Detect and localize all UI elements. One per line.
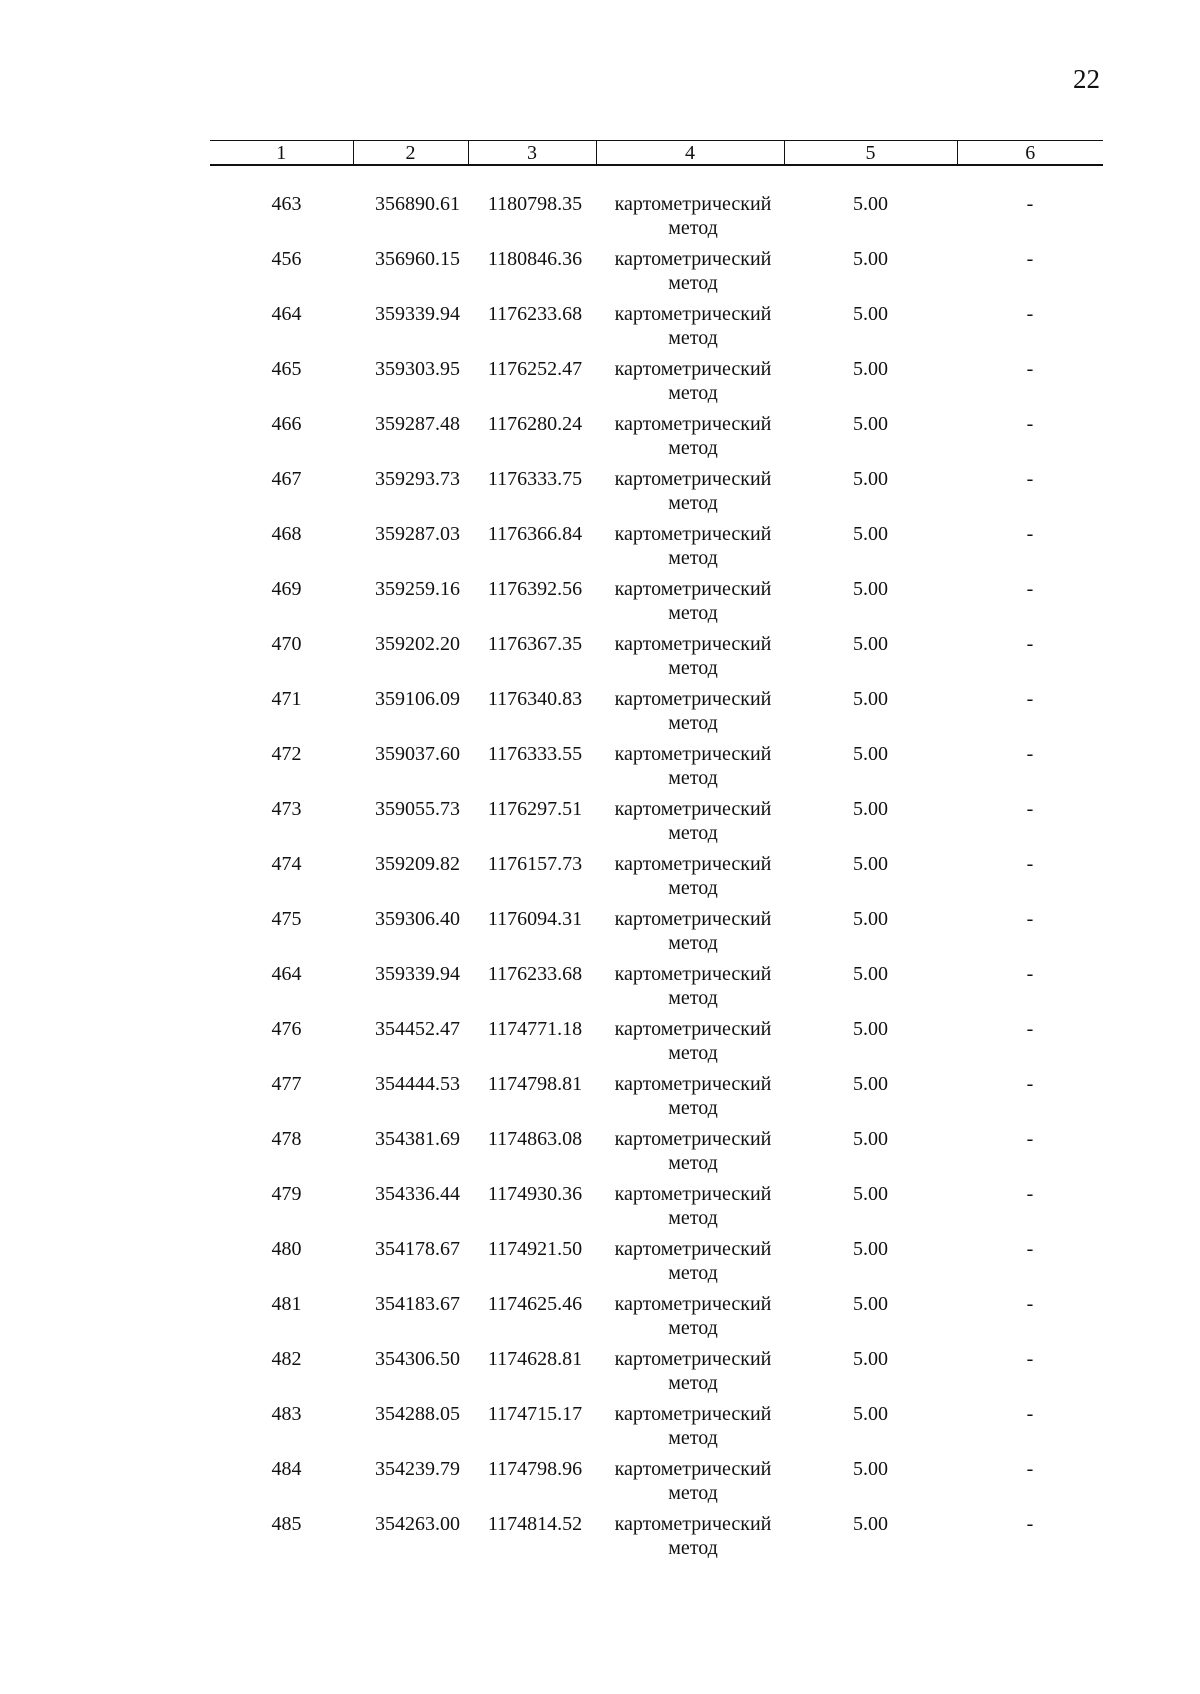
method-cell — [596, 1072, 784, 1127]
y-coordinate: 1180846.36 — [487, 248, 583, 270]
method-cell — [596, 632, 784, 687]
accuracy-value: 5.00 — [853, 303, 888, 325]
y-coordinate: 1174798.96 — [487, 1458, 583, 1480]
method-cell — [596, 797, 784, 852]
accuracy-value: 5.00 — [853, 413, 888, 435]
point-number: 476 — [271, 1018, 302, 1040]
x-coordinate: 359339.94 — [375, 963, 460, 985]
note-value: - — [1026, 688, 1034, 710]
table-row — [210, 1072, 1103, 1127]
accuracy-value: 5.00 — [853, 1018, 888, 1040]
method-line-1: картометрический — [614, 523, 772, 545]
method-line-2: метод — [668, 382, 718, 404]
column-header-2: 2 — [353, 141, 468, 166]
table-row — [210, 907, 1103, 962]
note-value: - — [1026, 1183, 1034, 1205]
point-number: 475 — [271, 908, 302, 930]
method-cell — [596, 742, 784, 797]
method-cell — [596, 1347, 784, 1402]
method-cell — [596, 1017, 784, 1072]
x-coordinate: 354306.50 — [375, 1348, 460, 1370]
method-line-1: картометрический — [614, 853, 772, 875]
point-number: 473 — [271, 798, 302, 820]
table-body — [210, 165, 1103, 1567]
y-coordinate: 1176233.68 — [487, 963, 583, 985]
method-line-1: картометрический — [614, 1403, 772, 1425]
table-row — [210, 192, 1103, 247]
x-coordinate: 354444.53 — [375, 1073, 460, 1095]
table-row — [210, 1237, 1103, 1292]
accuracy-value: 5.00 — [853, 798, 888, 820]
method-line-2: метод — [668, 547, 718, 569]
y-coordinate: 1176157.73 — [487, 853, 583, 875]
y-coordinate: 1174771.18 — [487, 1018, 583, 1040]
method-line-2: метод — [668, 1372, 718, 1394]
point-number: 466 — [271, 413, 302, 435]
accuracy-value: 5.00 — [853, 1403, 888, 1425]
method-line-2: метод — [668, 1537, 718, 1559]
method-line-1: картометрический — [614, 1128, 772, 1150]
accuracy-value: 5.00 — [853, 1238, 888, 1260]
method-cell — [596, 852, 784, 907]
method-cell — [596, 412, 784, 467]
accuracy-value: 5.00 — [853, 853, 888, 875]
method-line-1: картометрический — [614, 578, 772, 600]
y-coordinate: 1176280.24 — [487, 413, 583, 435]
note-value: - — [1026, 963, 1034, 985]
method-line-2: метод — [668, 1152, 718, 1174]
note-value: - — [1026, 413, 1034, 435]
accuracy-value: 5.00 — [853, 468, 888, 490]
x-coordinate: 359339.94 — [375, 303, 460, 325]
x-coordinate: 354288.05 — [375, 1403, 460, 1425]
method-line-1: картометрический — [614, 413, 772, 435]
note-value: - — [1026, 578, 1034, 600]
x-coordinate: 359287.48 — [375, 413, 460, 435]
accuracy-value: 5.00 — [853, 193, 888, 215]
x-coordinate: 354452.47 — [375, 1018, 460, 1040]
method-line-2: метод — [668, 822, 718, 844]
method-line-2: метод — [668, 657, 718, 679]
x-coordinate: 356960.15 — [375, 248, 460, 270]
method-line-1: картометрический — [614, 193, 772, 215]
y-coordinate: 1176367.35 — [487, 633, 583, 655]
header-row — [210, 141, 1103, 166]
y-coordinate: 1174814.52 — [487, 1513, 583, 1535]
accuracy-value: 5.00 — [853, 1348, 888, 1370]
accuracy-value: 5.00 — [853, 578, 888, 600]
method-cell — [596, 302, 784, 357]
method-line-2: метод — [668, 1097, 718, 1119]
x-coordinate: 354381.69 — [375, 1128, 460, 1150]
method-line-1: картометрический — [614, 358, 772, 380]
y-coordinate: 1176297.51 — [487, 798, 583, 820]
x-coordinate: 359303.95 — [375, 358, 460, 380]
x-coordinate: 356890.61 — [375, 193, 460, 215]
column-header-3: 3 — [468, 141, 596, 166]
accuracy-value: 5.00 — [853, 1128, 888, 1150]
table-row — [210, 1182, 1103, 1237]
method-line-1: картометрический — [614, 468, 772, 490]
accuracy-value: 5.00 — [853, 1183, 888, 1205]
page-number: 22 — [1073, 64, 1100, 94]
x-coordinate: 359259.16 — [375, 578, 460, 600]
method-line-1: картометрический — [614, 798, 772, 820]
table-header — [210, 141, 1103, 166]
point-number: 467 — [271, 468, 302, 490]
y-coordinate: 1174628.81 — [487, 1348, 583, 1370]
table-row — [210, 467, 1103, 522]
method-line-2: метод — [668, 327, 718, 349]
note-value: - — [1026, 1238, 1034, 1260]
accuracy-value: 5.00 — [853, 743, 888, 765]
method-line-2: метод — [668, 1042, 718, 1064]
x-coordinate: 359106.09 — [375, 688, 460, 710]
table-row — [210, 962, 1103, 1017]
method-line-1: картометрический — [614, 303, 772, 325]
x-coordinate: 354178.67 — [375, 1238, 460, 1260]
table-row — [210, 577, 1103, 632]
x-coordinate: 354183.67 — [375, 1293, 460, 1315]
method-line-1: картометрический — [614, 1348, 772, 1370]
point-number: 456 — [271, 248, 302, 270]
note-value: - — [1026, 303, 1034, 325]
accuracy-value: 5.00 — [853, 358, 888, 380]
column-header-5: 5 — [784, 141, 957, 166]
table-row — [210, 852, 1103, 907]
note-value: - — [1026, 798, 1034, 820]
method-line-1: картометрический — [614, 908, 772, 930]
method-line-2: метод — [668, 932, 718, 954]
method-line-1: картометрический — [614, 633, 772, 655]
method-cell — [596, 687, 784, 742]
table-row — [210, 1347, 1103, 1402]
accuracy-value: 5.00 — [853, 963, 888, 985]
point-number: 464 — [271, 963, 302, 985]
note-value: - — [1026, 908, 1034, 930]
accuracy-value: 5.00 — [853, 523, 888, 545]
column-header-1: 1 — [210, 141, 353, 166]
method-cell — [596, 467, 784, 522]
note-value: - — [1026, 1458, 1034, 1480]
table-row — [210, 522, 1103, 577]
coordinates-table — [210, 140, 1103, 1567]
note-value: - — [1026, 468, 1034, 490]
method-line-2: метод — [668, 1427, 718, 1449]
method-line-2: метод — [668, 987, 718, 1009]
table-row — [210, 302, 1103, 357]
note-value: - — [1026, 743, 1034, 765]
method-cell — [596, 577, 784, 632]
point-number: 468 — [271, 523, 302, 545]
x-coordinate: 354336.44 — [375, 1183, 460, 1205]
note-value: - — [1026, 633, 1034, 655]
y-coordinate: 1176333.55 — [487, 743, 583, 765]
method-cell — [596, 1127, 784, 1182]
method-cell — [596, 962, 784, 1017]
method-line-2: метод — [668, 217, 718, 239]
table-row — [210, 1127, 1103, 1182]
point-number: 474 — [271, 853, 302, 875]
method-cell — [596, 357, 784, 412]
accuracy-value: 5.00 — [853, 688, 888, 710]
method-cell — [596, 1292, 784, 1347]
table-row — [210, 1017, 1103, 1072]
accuracy-value: 5.00 — [853, 1513, 888, 1535]
accuracy-value: 5.00 — [853, 1073, 888, 1095]
method-cell — [596, 1182, 784, 1237]
table-row — [210, 1457, 1103, 1512]
method-line-1: картометрический — [614, 248, 772, 270]
note-value: - — [1026, 1403, 1034, 1425]
point-number: 484 — [271, 1458, 302, 1480]
method-line-1: картометрический — [614, 1238, 772, 1260]
accuracy-value: 5.00 — [853, 1293, 888, 1315]
accuracy-value: 5.00 — [853, 908, 888, 930]
method-cell — [596, 1237, 784, 1292]
x-coordinate: 359287.03 — [375, 523, 460, 545]
x-coordinate: 359306.40 — [375, 908, 460, 930]
note-value: - — [1026, 1293, 1034, 1315]
method-cell — [596, 1402, 784, 1457]
y-coordinate: 1180798.35 — [487, 193, 583, 215]
y-coordinate: 1176094.31 — [487, 908, 583, 930]
method-line-1: картометрический — [614, 743, 772, 765]
method-line-1: картометрический — [614, 1183, 772, 1205]
note-value: - — [1026, 1128, 1034, 1150]
point-number: 472 — [271, 743, 302, 765]
note-value: - — [1026, 853, 1034, 875]
method-line-2: метод — [668, 767, 718, 789]
method-cell — [596, 247, 784, 302]
note-value: - — [1026, 1513, 1034, 1535]
x-coordinate: 359209.82 — [375, 853, 460, 875]
method-line-1: картометрический — [614, 1018, 772, 1040]
method-line-2: метод — [668, 1317, 718, 1339]
note-value: - — [1026, 1348, 1034, 1370]
x-coordinate: 359055.73 — [375, 798, 460, 820]
accuracy-value: 5.00 — [853, 248, 888, 270]
method-line-1: картометрический — [614, 963, 772, 985]
method-line-1: картометрический — [614, 1293, 772, 1315]
method-line-2: метод — [668, 877, 718, 899]
y-coordinate: 1174798.81 — [487, 1073, 583, 1095]
note-value: - — [1026, 1018, 1034, 1040]
table-row — [210, 632, 1103, 687]
accuracy-value: 5.00 — [853, 633, 888, 655]
x-coordinate: 359293.73 — [375, 468, 460, 490]
method-cell — [596, 522, 784, 577]
method-cell — [596, 192, 784, 247]
x-coordinate: 359037.60 — [375, 743, 460, 765]
header-spacer — [210, 165, 1103, 192]
table-row — [210, 412, 1103, 467]
table-row — [210, 1512, 1103, 1567]
method-cell — [596, 1512, 784, 1567]
x-coordinate: 359202.20 — [375, 633, 460, 655]
point-number: 471 — [271, 688, 302, 710]
y-coordinate: 1176366.84 — [487, 523, 583, 545]
y-coordinate: 1174863.08 — [487, 1128, 583, 1150]
method-line-2: метод — [668, 712, 718, 734]
column-header-6: 6 — [957, 141, 1103, 166]
accuracy-value: 5.00 — [853, 1458, 888, 1480]
table-row — [210, 687, 1103, 742]
note-value: - — [1026, 248, 1034, 270]
method-line-1: картометрический — [614, 688, 772, 710]
y-coordinate: 1176392.56 — [487, 578, 583, 600]
point-number: 465 — [271, 358, 302, 380]
x-coordinate: 354239.79 — [375, 1458, 460, 1480]
note-value: - — [1026, 193, 1034, 215]
method-line-2: метод — [668, 602, 718, 624]
point-number: 478 — [271, 1128, 302, 1150]
table-row — [210, 247, 1103, 302]
x-coordinate: 354263.00 — [375, 1513, 460, 1535]
point-number: 482 — [271, 1348, 302, 1370]
table-row — [210, 1402, 1103, 1457]
method-line-1: картометрический — [614, 1073, 772, 1095]
method-line-2: метод — [668, 492, 718, 514]
column-header-4: 4 — [596, 141, 784, 166]
note-value: - — [1026, 358, 1034, 380]
point-number: 479 — [271, 1183, 302, 1205]
y-coordinate: 1174625.46 — [487, 1293, 583, 1315]
method-line-2: метод — [668, 437, 718, 459]
point-number: 470 — [271, 633, 302, 655]
point-number: 463 — [271, 193, 302, 215]
table-row — [210, 797, 1103, 852]
y-coordinate: 1176340.83 — [487, 688, 583, 710]
y-coordinate: 1174921.50 — [487, 1238, 583, 1260]
point-number: 477 — [271, 1073, 302, 1095]
table-row — [210, 1292, 1103, 1347]
y-coordinate: 1174930.36 — [487, 1183, 583, 1205]
method-line-2: метод — [668, 1207, 718, 1229]
method-line-2: метод — [668, 1482, 718, 1504]
method-cell — [596, 1457, 784, 1512]
note-value: - — [1026, 1073, 1034, 1095]
y-coordinate: 1176252.47 — [487, 358, 583, 380]
note-value: - — [1026, 523, 1034, 545]
method-cell — [596, 907, 784, 962]
point-number: 483 — [271, 1403, 302, 1425]
y-coordinate: 1176233.68 — [487, 303, 583, 325]
y-coordinate: 1174715.17 — [487, 1403, 583, 1425]
point-number: 469 — [271, 578, 302, 600]
method-line-2: метод — [668, 272, 718, 294]
method-line-2: метод — [668, 1262, 718, 1284]
y-coordinate: 1176333.75 — [487, 468, 583, 490]
point-number: 480 — [271, 1238, 302, 1260]
table-row — [210, 742, 1103, 797]
point-number: 464 — [271, 303, 302, 325]
method-line-1: картометрический — [614, 1513, 772, 1535]
method-line-1: картометрический — [614, 1458, 772, 1480]
point-number: 485 — [271, 1513, 302, 1535]
point-number: 481 — [271, 1293, 302, 1315]
table-row — [210, 357, 1103, 412]
